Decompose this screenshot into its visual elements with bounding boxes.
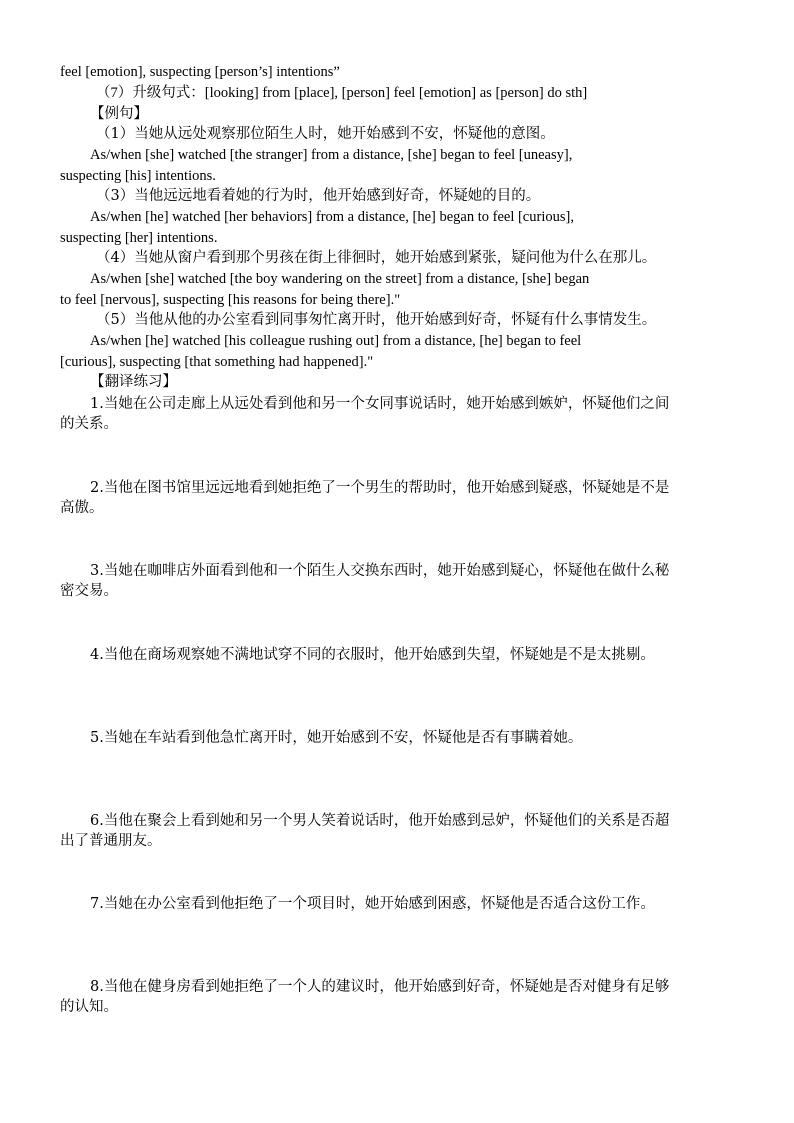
exercise-item: 6.当他在聚会上看到她和另一个男人笑着说话时，他开始感到忌妒，怀疑他们的关系是否超 (90, 813, 670, 829)
exercise-item-cont: 的认知。 (60, 999, 118, 1015)
example-en: As/when [he] watched [his colleague rushing out] from a distance, [he] began to feel (90, 333, 582, 349)
text-line: feel [emotion], suspecting [person’s] intentions” (60, 64, 340, 80)
example-cn: （3）当他远远地看着她的行为时，他开始感到好奇，怀疑她的目的。 (96, 188, 541, 204)
example-en: As/when [she] watched [the stranger] from a distance, [she] began to feel [uneasy], (90, 147, 573, 163)
example-en: As/when [he] watched [her behaviors] from a distance, [he] began to feel [curious], (90, 209, 574, 225)
example-en: As/when [she] watched [the boy wandering on the street] from a distance, [she] began (90, 271, 590, 287)
example-en: [curious], suspecting [that something had happened]." (60, 354, 374, 370)
example-cn: （5）当他从他的办公室看到同事匆忙离开时，他开始感到好奇，怀疑有什么事情发生。 (96, 312, 657, 328)
section-heading: 【翻译练习】 (90, 374, 177, 390)
exercise-item-cont: 的关系。 (60, 416, 118, 432)
exercise-item-cont: 密交易。 (60, 583, 118, 599)
example-en: suspecting [her] intentions. (60, 230, 218, 246)
example-cn: （4）当她从窗户看到那个男孩在街上徘徊时，她开始感到紧张，疑问他为什么在那儿。 (96, 250, 657, 266)
exercise-item: 7.当她在办公室看到他拒绝了一个项目时，她开始感到困惑，怀疑他是否适合这份工作。 (90, 896, 655, 912)
exercise-item: 3.当她在咖啡店外面看到他和一个陌生人交换东西时，她开始感到疑心，怀疑他在做什么秘 (90, 563, 670, 579)
text-line: （7）升级句式：[looking] from [place], [person] feel [emotion] as [person] do sth] (96, 85, 588, 101)
exercise-item: 4.当他在商场观察她不满地试穿不同的衣服时，他开始感到失望，怀疑她是不是太挑剔。 (90, 647, 655, 663)
example-en: to feel [nervous], suspecting [his reasons for being there]." (60, 292, 401, 308)
exercise-item: 2.当他在图书馆里远远地看到她拒绝了一个男生的帮助时，他开始感到疑惑，怀疑她是不是 (90, 480, 670, 496)
section-heading: 【例句】 (90, 106, 148, 122)
example-en: suspecting [his] intentions. (60, 168, 216, 184)
exercise-item: 8.当他在健身房看到她拒绝了一个人的建议时，他开始感到好奇，怀疑她是否对健身有足够 (90, 979, 670, 995)
exercise-item: 5.当她在车站看到他急忙离开时，她开始感到不安，怀疑他是否有事瞒着她。 (90, 730, 583, 746)
exercise-item-cont: 高傲。 (60, 500, 104, 516)
exercise-item-cont: 出了普通朋友。 (60, 833, 162, 849)
exercise-item: 1.当她在公司走廊上从远处看到他和另一个女同事说话时，她开始感到嫉妒，怀疑他们之间 (90, 396, 670, 412)
example-cn: （1）当她从远处观察那位陌生人时，她开始感到不安，怀疑他的意图。 (96, 126, 555, 142)
